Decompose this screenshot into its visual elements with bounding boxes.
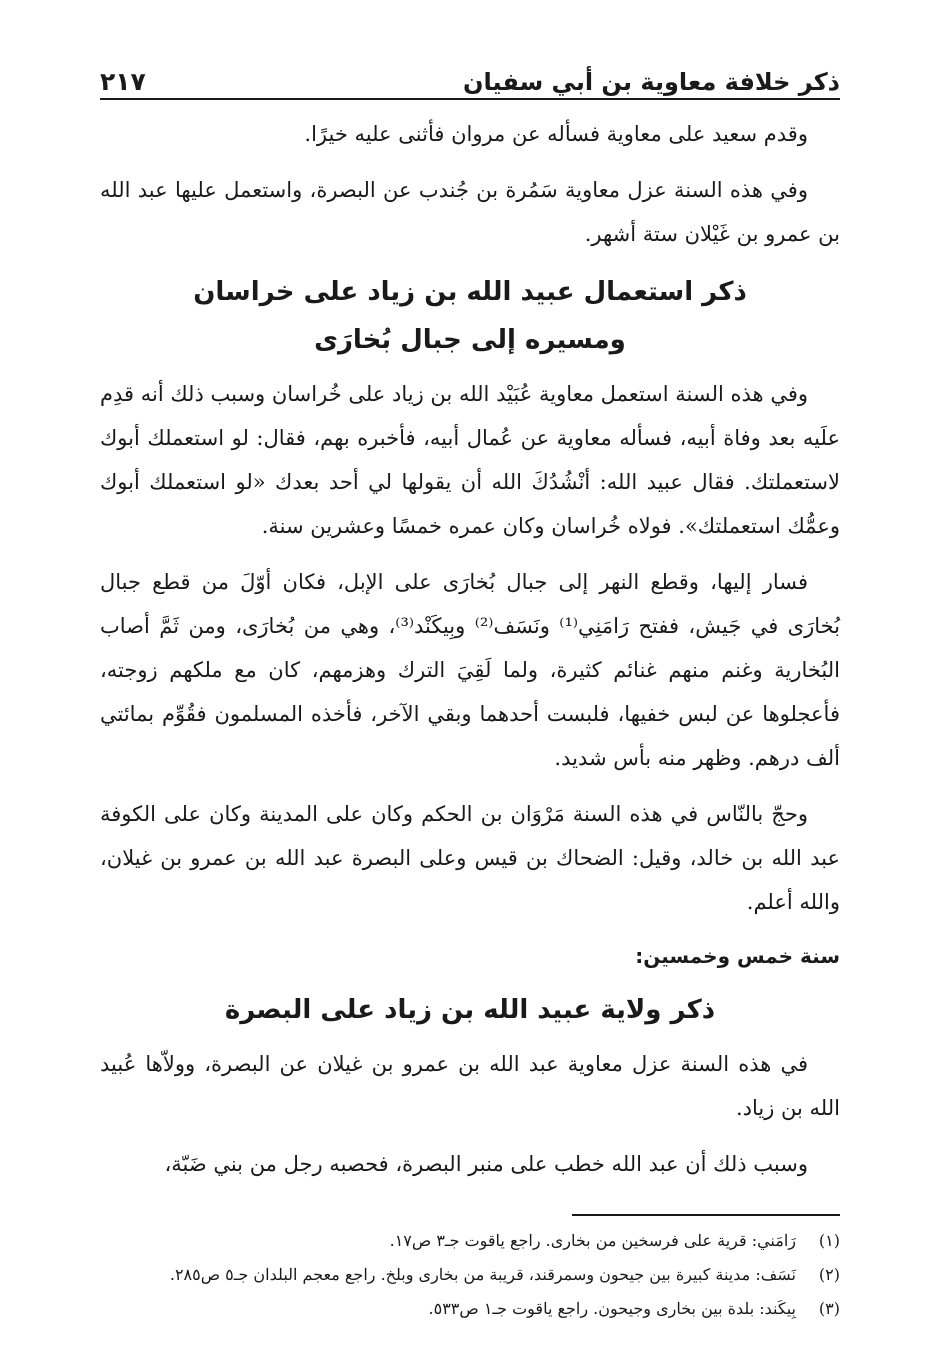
section-heading [100,986,840,1034]
footnote [100,1294,840,1324]
section-heading-line: ذكر ولاية عبيد الله بن زياد على البصرة [224,995,716,1025]
section-heading-line: ذكر استعمال عبيد الله بن زياد على خراسان [193,277,747,307]
year-heading: سنة خمس وخمسين: [635,944,840,968]
paragraph: وحجّ بالنّاس في هذه السنة مَرْوَان بن الحكم وكان على المدينة وكان على الكوفة عبد الله بن خالد، وقيل: الضحاك بن قيس وعلى البصرة عبد الله بن عمرو بن غيلان، والله أعلم. [100,802,840,914]
paragraph: فسار إليها، وقطع النهر إلى جبال بُخارَى على الإبل، فكان أوّلَ من قطع جبال بُخارَى في جَيش، ففتح رَامَنِي⁽¹⁾ ونَسَف⁽²⁾ وبِيكَنْد⁽³⁾، وهي من بُخارَى، ومن ثَمَّ أصاب البُخارية وغنم منهم غنائم كثيرة، ولما لَقِيَ الترك وهزمهم، كان مع ملكهم زوجته، فأعجلوها عن لبس خفيها، فلبست أحدهما وبقي الآخر، فأخذه المسلمون فقُوِّم بمائتي ألف درهم. وظهر منه بأس شديد. [100,570,841,770]
footnote-divider [572,1214,840,1216]
footnote-text: رَامَني: قرية على فرسخين من بخارى. راجع ياقوت جـ٣ ص١٧. [389,1231,796,1250]
footnotes [100,1226,840,1324]
footnote [100,1226,840,1256]
paragraph: وقدم سعيد على معاوية فسأله عن مروان فأثنى عليه خيرًا. [304,122,808,146]
footnote-number: (١) [818,1231,840,1250]
paragraph: في هذه السنة عزل معاوية عبد الله بن عمرو بن غيلان عن البصرة، وولاّها عُبيد الله بن زياد. [100,1052,840,1120]
running-title: ذكر خلافة معاوية بن أبي سفيان [463,68,840,96]
footnote-text: بِيكَند: بلدة بين بخارى وجيحون. راجع ياقوت جـ١ ص٥٣٣. [428,1299,796,1318]
running-header [100,56,840,100]
paragraph: وفي هذه السنة عزل معاوية سَمُرة بن جُندب عن البصرة، واستعمل عليها عبد الله بن عمرو بن غَيْلان ستة أشهر. [100,178,840,246]
footnote-number: (٢) [818,1265,840,1284]
main-text [100,112,840,1186]
section-heading-line: ومسيره إلى جبال بُخارَى [314,325,626,355]
page-number: ٢١٧ [100,67,146,96]
footnote-text: نَسَف: مدينة كبيرة بين جيحون وسمرقند، قريبة من بخارى وبلخ. راجع معجم البلدان جـ٥ ص٢٨٥. [169,1265,796,1284]
footnote-number: (٣) [818,1299,840,1318]
section-heading [100,268,840,364]
paragraph: وسبب ذلك أن عبد الله خطب على منبر البصرة، فحصبه رجل من بني ضَبّة، [164,1152,808,1176]
footnote [100,1260,840,1290]
paragraph: وفي هذه السنة استعمل معاوية عُبَيْد الله بن زياد على خُراسان وسبب ذلك أنه قدِم علَيه بعد وفاة أبيه، فسأله معاوية عن عُمال أبيه، فأخبره بهم، فقال: لو استعملك أبوك لاستعملتك. فقال عبيد الله: أنْشُدُكَ الله أن يقولها لي أحد بعدك «لو استعملك أبوك وعمُّك استعملتك». فولاه خُراسان وكان عمره خمسًا وعشرين سنة. [100,382,840,538]
book-page [100,56,840,1328]
